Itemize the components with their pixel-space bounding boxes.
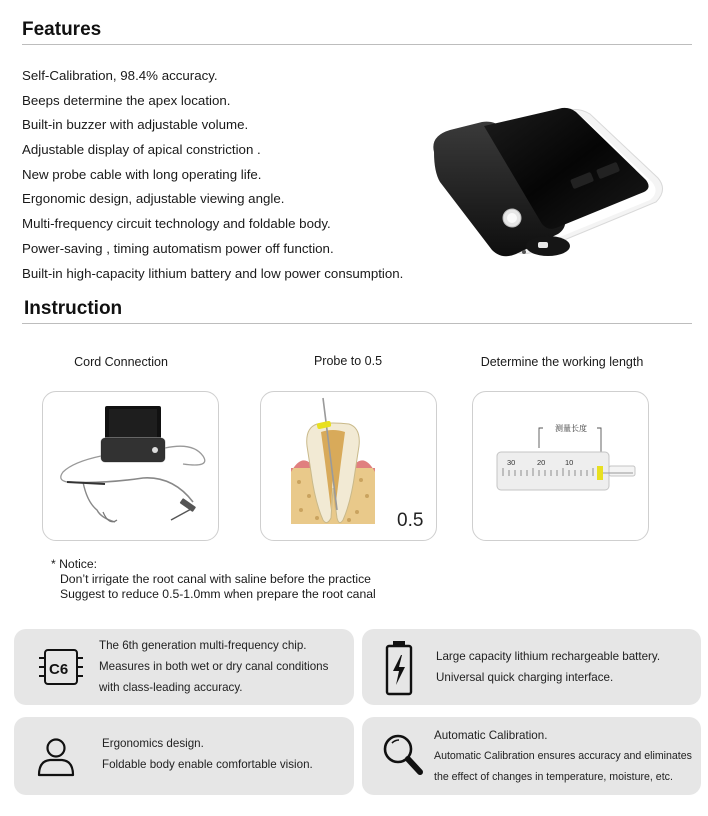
features-divider (22, 44, 692, 45)
ruler-caption: 测量长度 (555, 424, 587, 433)
feature-item: New probe cable with long operating life. (22, 166, 262, 182)
feature-item: Beeps determine the apex location. (22, 92, 231, 108)
probe-card (260, 391, 437, 541)
instruction-title: Instruction (24, 298, 123, 319)
chip-icon-label: C6 (49, 661, 69, 678)
ergonomics-panel-text (102, 733, 347, 775)
feature-panel-calibration (362, 717, 701, 795)
feature-panel-ergonomics (14, 717, 354, 795)
panel-line: The 6th generation multi-frequency chip. (99, 639, 307, 652)
panel-line: Foldable body enable comfortable vision. (102, 758, 313, 771)
ruler-tick-label: 30 (507, 458, 516, 467)
panel-line: Automatic Calibration. (434, 729, 548, 742)
feature-item: Multi-frequency circuit technology and foldable body. (22, 216, 331, 232)
chip-panel-text (99, 635, 349, 698)
panel-line: Measures in both wet or dry canal conditions (99, 660, 329, 673)
user-icon (36, 735, 76, 777)
calibration-panel-text (434, 725, 699, 788)
feature-item: Power-saving , timing automatism power off function. (22, 240, 334, 256)
ruler-tick-label: 10 (565, 458, 574, 467)
panel-line: Universal quick charging interface. (436, 671, 614, 684)
panel-line: Ergonomics design. (102, 737, 204, 750)
panel-line: with class-leading accuracy. (99, 681, 243, 694)
feature-item: Built-in buzzer with adjustable volume. (22, 117, 249, 133)
panel-line: the effect of changes in temperature, moisture, etc. (434, 771, 673, 783)
notice-line: Suggest to reduce 0.5-1.0mm when prepare the root canal (60, 587, 376, 601)
feature-item: Adjustable display of apical constriction . (22, 142, 261, 158)
tooth-illustration (261, 392, 436, 540)
step-label-probe: Probe to 0.5 (313, 354, 383, 368)
ruler-illustration (473, 392, 648, 540)
instruction-divider (22, 323, 692, 324)
apex-locator-device-image (420, 100, 670, 280)
cord-connection-illustration (43, 392, 218, 540)
battery-panel-text (436, 646, 696, 688)
feature-item: Built-in high-capacity lithium battery and low power consumption. (22, 265, 404, 281)
feature-panel-chip (14, 629, 354, 705)
step-label-working-length: Determine the working length (480, 355, 644, 369)
features-list (22, 64, 442, 286)
step-label-cord-connection: Cord Connection (74, 355, 168, 369)
magnifier-icon (380, 731, 426, 779)
features-title: Features (22, 19, 102, 40)
feature-item: Self-Calibration, 98.4% accuracy. (22, 68, 218, 83)
panel-line: Large capacity lithium rechargeable battery. (436, 650, 661, 663)
cord-connection-card (42, 391, 219, 541)
working-length-card (472, 391, 649, 541)
feature-panel-battery (362, 629, 701, 705)
battery-icon (384, 639, 414, 697)
ruler-tick-label: 20 (537, 458, 546, 467)
notice-title: * Notice: (51, 557, 98, 571)
notice-line: Don’t irrigate the root canal with saline before the practice (60, 572, 371, 586)
chip-icon (36, 643, 86, 691)
feature-item: Ergonomic design, adjustable viewing angle. (22, 191, 285, 207)
panel-line: Automatic Calibration ensures accuracy and eliminates (434, 750, 692, 762)
probe-value: 0.5 (397, 510, 424, 531)
